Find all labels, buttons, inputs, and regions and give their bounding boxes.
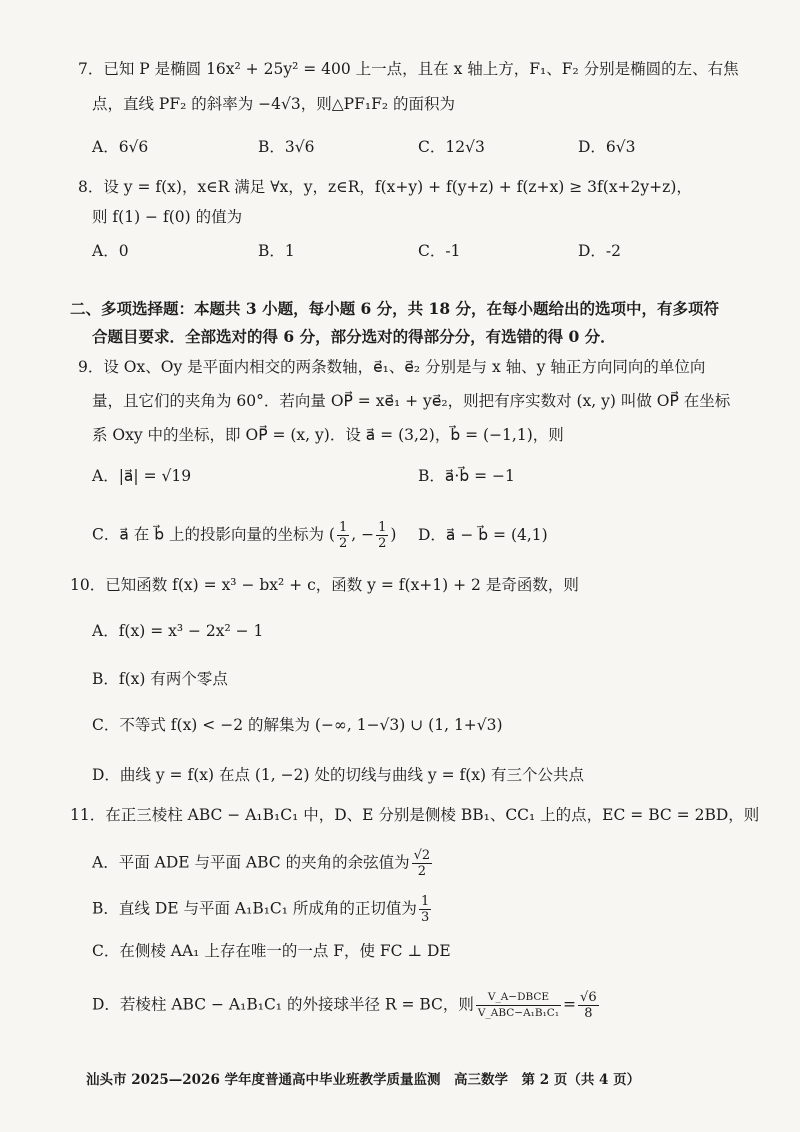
q8-option-b: B．1	[258, 242, 295, 260]
q9-option-c	[92, 520, 396, 551]
q9-stem-line2: 量，且它们的夹角为 60°．若向量 OP⃗ = xe⃗₁ + ye⃗₂，则把有序实数对 (x, y) 叫做 OP⃗ 在坐标	[92, 392, 731, 410]
section2-heading-line1: 二、多项选择题：本题共 3 小题，每小题 6 分，共 18 分，在每小题给出的选项中，有多项符	[70, 299, 720, 318]
q11-option-c: C．在侧棱 AA₁ 上存在唯一的一点 F，使 FC ⊥ DE	[92, 942, 451, 960]
q11-option-d-value-den: 8	[584, 1006, 593, 1021]
q9-option-c-frac2-num: 1	[378, 520, 387, 535]
q11-option-b-text: B．直线 DE 与平面 A₁B₁C₁ 所成角的正切值为	[92, 899, 417, 918]
q10-option-a: A．f(x) = x³ − 2x² − 1	[92, 622, 264, 640]
q7-stem-line1: 7．已知 P 是椭圆 16x² + 25y² = 400 上一点，且在 x 轴上方，F₁、F₂ 分别是椭圆的左、右焦	[78, 60, 739, 78]
q11-option-d-ratio-num: V_A−DBCE	[476, 990, 561, 1006]
q11-option-b-frac-den: 3	[420, 910, 430, 925]
q10-option-b: B．f(x) 有两个零点	[92, 670, 228, 688]
q11-option-a-frac	[412, 848, 433, 879]
q11-option-d-value-num: √6	[580, 990, 597, 1005]
q7-stem-line2: 点，直线 PF₂ 的斜率为 −4√3，则△PF₁F₂ 的面积为	[92, 95, 455, 113]
q7-option-c: C．12√3	[418, 138, 485, 156]
q11-option-a-frac-num: √2	[413, 848, 431, 863]
q7-option-d: D．6√3	[578, 138, 636, 156]
q7-option-b: B．3√6	[258, 138, 315, 156]
q10-option-d: D．曲线 y = f(x) 在点 (1, −2) 处的切线与曲线 y = f(x) 有三个公共点	[92, 766, 584, 784]
section2-heading-line2: 合题目要求．全部选对的得 6 分，部分选对的得部分分，有选错的得 0 分．	[92, 327, 616, 346]
q9-option-b: B．a⃗·b⃗ = −1	[418, 467, 515, 485]
q7-option-a: A．6√6	[92, 138, 149, 156]
q9-option-c-text: C．a⃗ 在 b⃗ 上的投影向量的坐标为 (	[92, 525, 335, 544]
q9-stem-line3: 系 Oxy 中的坐标，即 OP⃗ = (x, y)．设 a⃗ = (3,2)，b⃗ = (−1,1)，则	[92, 426, 564, 444]
q9-option-c-frac1	[337, 520, 349, 551]
q8-stem-line2: 则 f(1) − f(0) 的值为	[92, 208, 243, 226]
q8-option-a: A．0	[92, 242, 129, 260]
q11-option-b-frac-num: 1	[420, 894, 430, 909]
q9-option-c-close: )	[390, 525, 397, 544]
q8-option-d: D．-2	[578, 242, 622, 260]
q9-option-c-frac1-den: 2	[338, 536, 348, 551]
q11-option-d-volume-ratio	[476, 990, 561, 1021]
q10-stem: 10．已知函数 f(x) = x³ − bx² + c，函数 y = f(x+1) + 2 是奇函数，则	[70, 576, 579, 594]
q11-option-a-text: A．平面 ADE 与平面 ABC 的夹角的余弦值为	[92, 853, 410, 872]
q11-stem: 11．在正三棱柱 ABC − A₁B₁C₁ 中，D、E 分别是侧棱 BB₁、CC₁ 上的点，EC = BC = 2BD，则	[70, 806, 760, 824]
q9-option-a: A．|a⃗| = √19	[92, 467, 192, 485]
q11-option-a	[92, 848, 434, 879]
q11-option-a-frac-den: 2	[417, 864, 426, 879]
q11-option-b	[92, 894, 433, 925]
q9-option-c-frac1-num: 1	[338, 520, 348, 535]
q8-option-c: C．-1	[418, 242, 461, 260]
q11-option-b-frac	[419, 894, 431, 925]
q11-option-d-equals: =	[563, 995, 577, 1014]
page-footer: 汕头市 2025—2026 学年度普通高中毕业班教学质量监测 高三数学 第 2 页（共 4 页）	[86, 1072, 641, 1088]
q9-option-c-frac2	[376, 520, 388, 551]
q9-option-d: D．a⃗ − b⃗ = (4,1)	[418, 526, 548, 544]
q11-option-d-text: D．若棱柱 ABC − A₁B₁C₁ 的外接球半径 R = BC，则	[92, 995, 474, 1014]
q9-stem-line1: 9．设 Ox、Oy 是平面内相交的两条数轴，e⃗₁、e⃗₂ 分别是与 x 轴、y 轴正方向同向的单位向	[78, 358, 706, 376]
q11-option-d	[92, 990, 601, 1021]
q11-option-d-ratio-den: V_ABC−A₁B₁C₁	[477, 1007, 560, 1019]
q10-option-c: C．不等式 f(x) < −2 的解集为 (−∞, 1−√3) ∪ (1, 1+√3)	[92, 716, 503, 734]
q8-stem-line1: 8．设 y = f(x)，x∈R 满足 ∀x，y，z∈R，f(x+y) + f(y+z) + f(z+x) ≥ 3f(x+2y+z)，	[78, 178, 692, 196]
q11-option-d-value	[578, 990, 599, 1021]
q9-option-c-mid: , −	[351, 525, 375, 544]
q9-option-c-frac2-den: 2	[378, 536, 387, 551]
